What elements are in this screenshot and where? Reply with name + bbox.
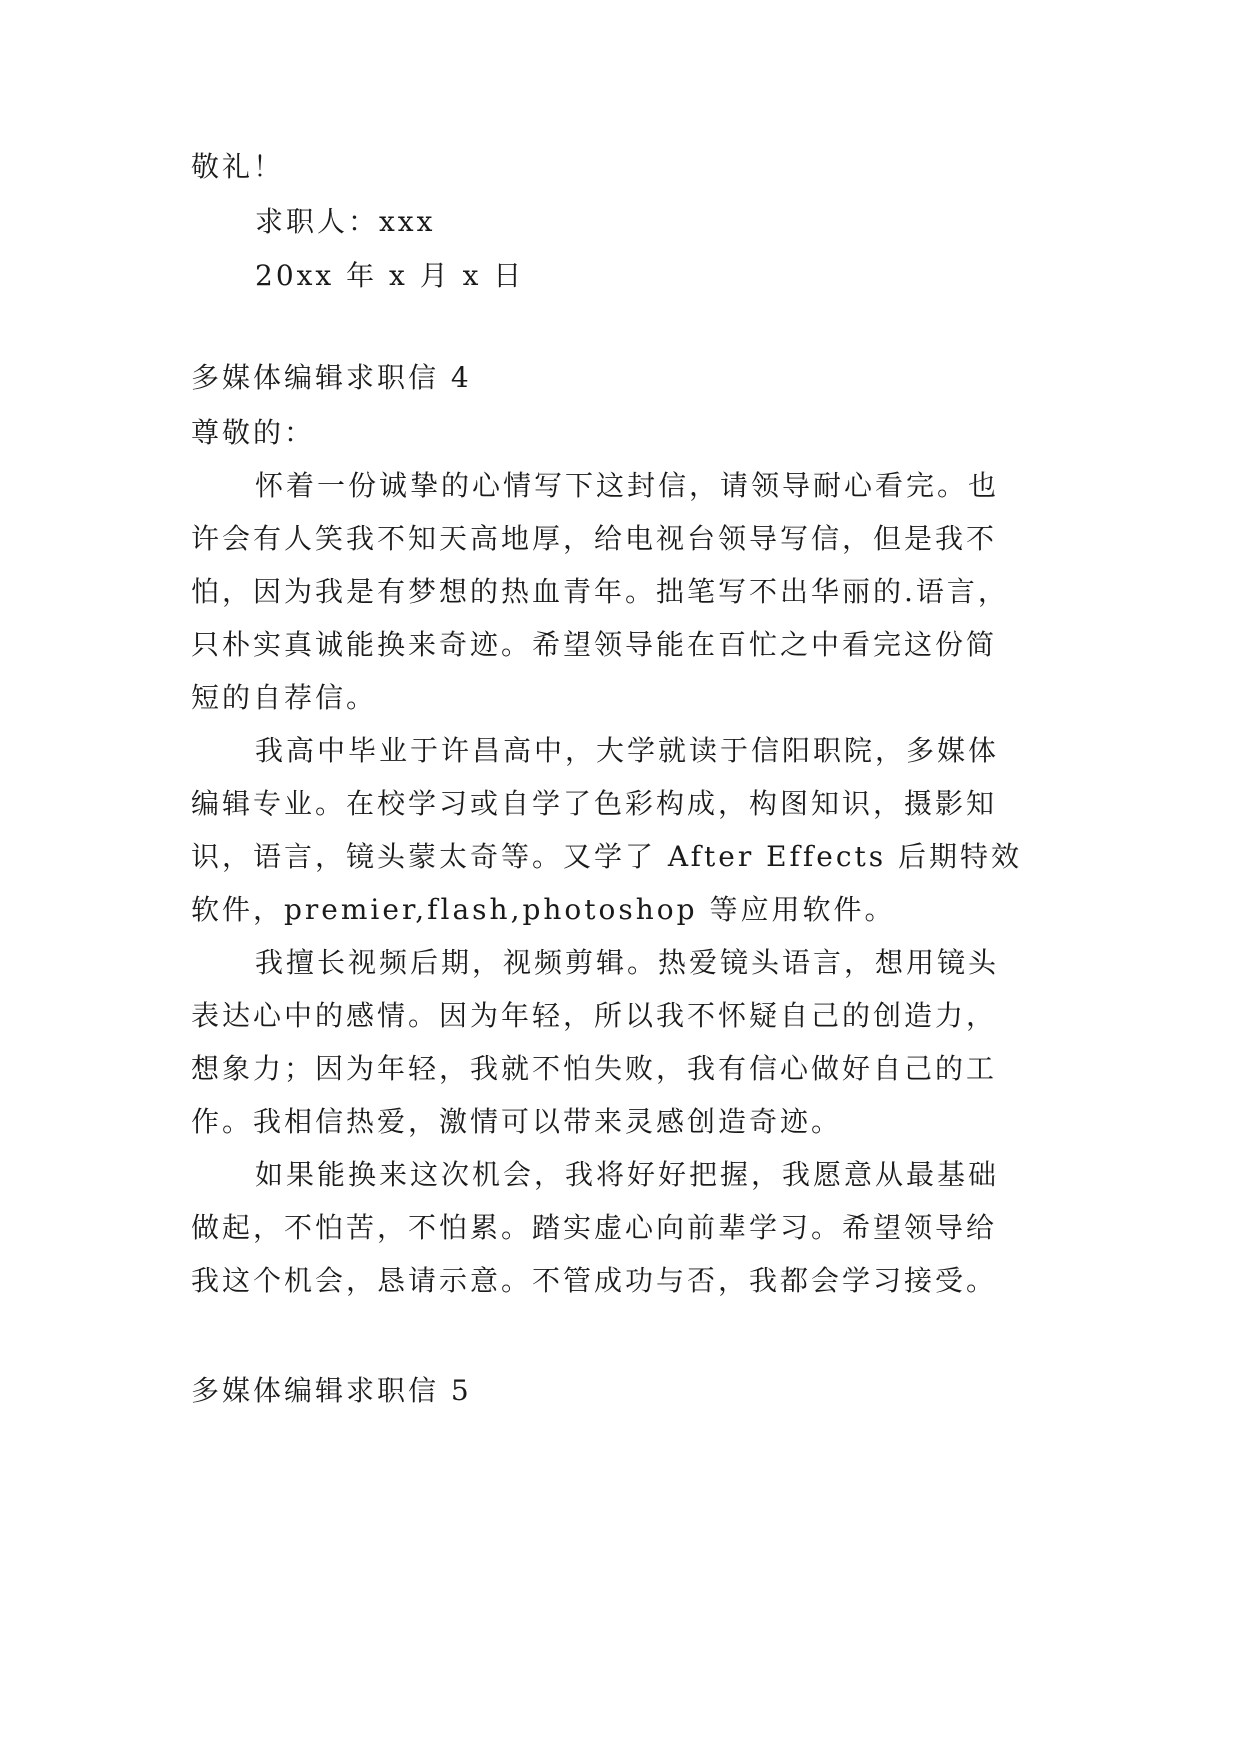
letter4-line: 软件，premier,flash,photoshop 等应用软件。 <box>191 893 896 926</box>
letter4-line: 怀着一份诚挚的心情写下这封信，请领导耐心看完。也 <box>255 469 1000 502</box>
letter4-line: 怕，因为我是有梦想的热血青年。拙笔写不出华丽的.语言， <box>191 575 1009 608</box>
letter4-line: 我擅长视频后期，视频剪辑。热爱镜头语言，想用镜头 <box>255 946 1000 979</box>
letter4-greeting: 尊敬的： <box>191 416 316 449</box>
letter4-line: 我高中毕业于许昌高中，大学就读于信阳职院，多媒体 <box>255 734 1000 767</box>
letter4-line: 识，语言，镜头蒙太奇等。又学了 After Effects 后期特效 <box>191 840 1023 873</box>
closing-signer: 求职人：xxx <box>255 205 436 238</box>
letter4-line: 如果能换来这次机会，我将好好把握，我愿意从最基础 <box>255 1158 1000 1191</box>
letter4-line: 做起，不怕苦，不怕累。踏实虚心向前辈学习。希望领导给 <box>191 1211 998 1244</box>
letter4-line: 表达心中的感情。因为年轻，所以我不怀疑自己的创造力， <box>191 999 998 1032</box>
letter4-line: 许会有人笑我不知天高地厚，给电视台领导写信，但是我不 <box>191 522 998 555</box>
letter4-line: 想象力；因为年轻，我就不怕失败，我有信心做好自己的工 <box>191 1052 998 1085</box>
closing-date: 20xx 年 x 月 x 日 <box>255 259 525 292</box>
letter4-line: 短的自荐信。 <box>191 681 378 714</box>
letter4-title: 多媒体编辑求职信 4 <box>191 361 472 394</box>
closing-salutation: 敬礼！ <box>191 150 285 183</box>
letter4-line: 我这个机会，恳请示意。不管成功与否，我都会学习接受。 <box>191 1264 998 1297</box>
letter4-line: 作。我相信热爱，激情可以带来灵感创造奇迹。 <box>191 1105 843 1138</box>
letter4-line: 只朴实真诚能换来奇迹。希望领导能在百忙之中看完这份简 <box>191 628 998 661</box>
letter4-line: 编辑专业。在校学习或自学了色彩构成，构图知识，摄影知 <box>191 787 998 820</box>
letter5-title: 多媒体编辑求职信 5 <box>191 1374 472 1407</box>
